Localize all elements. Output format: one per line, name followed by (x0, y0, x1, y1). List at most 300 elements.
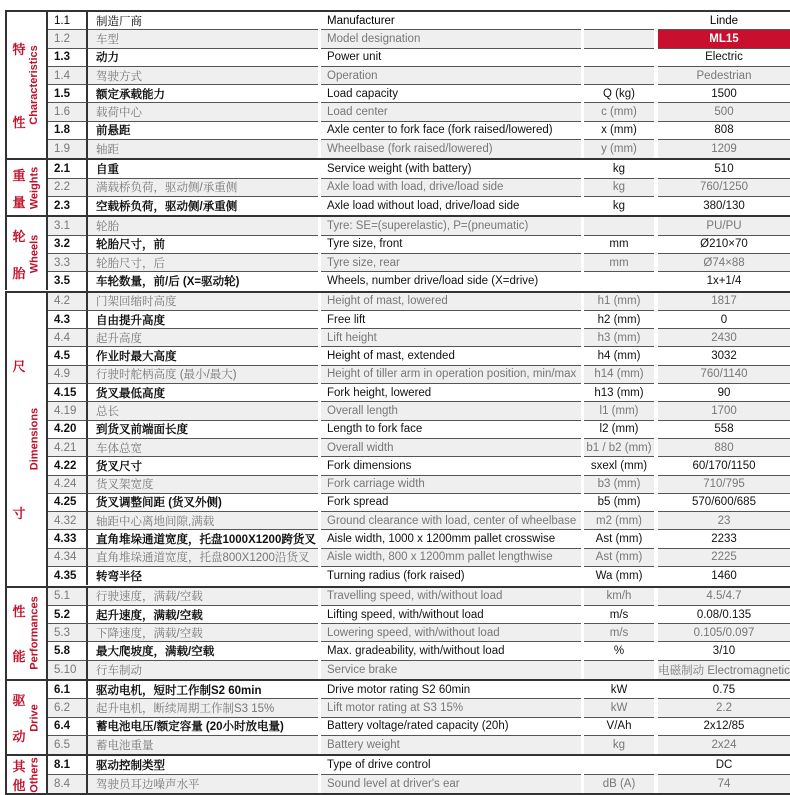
section-wheels (5, 215, 790, 290)
spec-unit: l2 (mm) (584, 421, 654, 439)
spec-value: 2430 (658, 329, 790, 347)
section-label-en (28, 12, 40, 158)
spec-name-en: Travelling speed, with/without load (321, 588, 581, 606)
spec-name-en: Height of mast, lowered (321, 293, 581, 311)
spec-value: 电磁制动 Electromagnetic (658, 661, 790, 679)
table-row (48, 12, 790, 30)
section-label-char: 他 (12, 778, 26, 794)
spec-name-cn: 载荷中心 (88, 103, 318, 121)
spec-unit: kg (584, 179, 654, 197)
spec-name-en: Lifting speed, with/without load (321, 606, 581, 624)
table-row (48, 103, 790, 121)
section-label-char: 其 (12, 759, 26, 775)
spec-number: 6.4 (48, 718, 88, 736)
section-label-en (28, 681, 40, 754)
spec-name-cn: 空载桥负荷，驱动侧/承重侧 (96, 201, 238, 214)
spec-unit: km/h (584, 588, 654, 606)
spec-unit: b5 (mm) (584, 494, 654, 512)
section-label-char: 寸 (12, 505, 26, 521)
spec-value: 880 (658, 439, 790, 457)
spec-unit: kW (584, 681, 654, 699)
spec-number: 6.2 (48, 699, 88, 717)
table-row (48, 254, 790, 272)
section-performances (5, 586, 790, 679)
spec-unit: kg (584, 160, 654, 178)
section-characteristics (5, 10, 790, 158)
spec-name-cn: 轮胎尺寸，后 (88, 254, 318, 272)
spec-number: 4.21 (48, 439, 88, 457)
table-row (48, 85, 790, 103)
spec-value: Ø74×88 (658, 254, 790, 272)
spec-name-cn: 行车制动 (88, 661, 318, 679)
spec-name-cn: 前悬距 (88, 122, 318, 140)
spec-name-en: Tyre size, front (321, 236, 581, 254)
spec-name-en: Height of tiller arm in operation position, min/max (321, 366, 581, 384)
spec-value: 2.2 (658, 699, 790, 717)
spec-number: 5.3 (48, 624, 88, 642)
section-label-en-text: Characteristics (28, 45, 40, 125)
spec-unit: Ast (mm) (584, 530, 654, 548)
spec-unit: mm (584, 236, 654, 254)
spec-unit: m/s (584, 624, 654, 642)
spec-value: 4.5/4.7 (658, 588, 790, 606)
spec-number: 4.24 (48, 476, 88, 494)
spec-number: 4.22 (48, 457, 88, 475)
spec-number: 5.10 (48, 661, 88, 679)
table-row (48, 457, 790, 475)
spec-name-en: Wheels, number drive/load side (X=drive) (327, 275, 539, 288)
spec-name-cn: 满载桥负荷，驱动侧/承重侧 (88, 179, 318, 197)
spec-name-cn: 车体总宽 (88, 439, 318, 457)
spec-unit: mm (584, 254, 654, 272)
spec-number: 4.34 (48, 549, 88, 567)
section-label-char: 驱 (12, 692, 26, 708)
spec-value: 500 (658, 103, 790, 121)
spec-value: 1700 (658, 402, 790, 420)
spec-number: 4.32 (48, 512, 88, 530)
spec-name-cn: 自由提升高度 (88, 311, 318, 329)
section-label-char: 尺 (12, 359, 26, 375)
spec-name-cn: 门架回缩时高度 (88, 293, 318, 311)
section-label-char: 轮 (12, 229, 26, 245)
spec-unit (584, 30, 654, 48)
spec-value: 710/795 (658, 476, 790, 494)
spec-unit: l1 (mm) (584, 402, 654, 420)
spec-name-en: Model designation (321, 30, 581, 48)
table-row (48, 236, 790, 254)
section-weights (5, 158, 790, 215)
spec-name-cn: 行驶速度，满载/空载 (88, 588, 318, 606)
spec-name-en: Fork dimensions (321, 457, 581, 475)
spec-number: 3.3 (48, 254, 88, 272)
spec-value: 2225 (658, 549, 790, 567)
spec-unit (584, 49, 654, 67)
spec-number: 4.2 (48, 293, 88, 311)
spec-name-cn: 车轮数量，前/后 (X=驱动轮) (96, 276, 240, 289)
table-row (48, 494, 790, 512)
section-label-cn (12, 756, 26, 793)
spec-unit: h14 (mm) (584, 366, 654, 384)
spec-name-cn: 蓄电池重量 (88, 736, 318, 754)
spec-name-en: Turning radius (fork raised) (327, 570, 465, 583)
section-dimensions (5, 291, 790, 586)
spec-unit (584, 67, 654, 85)
section-label-char: 能 (12, 649, 26, 665)
spec-name-cn: 驱动控制类型 (88, 756, 318, 774)
spec-name-en: Load capacity (321, 85, 581, 103)
spec-number: 1.6 (48, 103, 88, 121)
section-label (5, 681, 48, 754)
spec-unit: y (mm) (584, 140, 654, 158)
table-row (48, 384, 790, 402)
spec-number: 2.2 (48, 179, 88, 197)
spec-unit: dB (A) (584, 775, 654, 793)
section-others (5, 754, 790, 795)
spec-unit: h1 (mm) (584, 293, 654, 311)
spec-value: 2x24 (658, 736, 790, 754)
section-label-char: 动 (12, 729, 26, 745)
table-row (48, 588, 790, 606)
section-label-cn (12, 160, 26, 215)
spec-value: Ø210×70 (658, 236, 790, 254)
spec-unit (584, 272, 654, 290)
spec-name-cn: 动力 (88, 49, 318, 67)
spec-name-cn: 轮胎尺寸，前 (88, 236, 318, 254)
spec-value: 808 (658, 122, 790, 140)
table-row (48, 512, 790, 530)
section-label-en-text: Drive (28, 703, 40, 732)
section-label-en-text: Wheels (28, 234, 40, 274)
spec-name-cn: 货叉调整间距 (货叉外侧) (88, 494, 318, 512)
section-drive (5, 679, 790, 754)
spec-unit: sxexl (mm) (584, 457, 654, 475)
spec-table (5, 10, 790, 795)
spec-name-cn: 货叉架宽度 (88, 476, 318, 494)
spec-number: 4.3 (48, 311, 88, 329)
spec-value: 3032 (658, 347, 790, 365)
spec-name-cn: 最大爬坡度，满载/空载 (88, 642, 318, 660)
spec-name-cn: 驾驶方式 (88, 67, 318, 85)
spec-number: 2.3 (48, 197, 88, 215)
spec-value: DC (658, 756, 790, 774)
section-label-en-text: Performances (28, 596, 40, 670)
spec-unit: kg (612, 200, 626, 213)
spec-value: PU/PU (658, 217, 790, 235)
spec-number: 3.5 (48, 272, 88, 290)
spec-number: 6.5 (48, 736, 88, 754)
spec-name-cn: 轴距中心离地间隙,满载 (88, 512, 318, 530)
spec-name-cn: 转弯半径 (96, 571, 142, 584)
spec-value: 510 (658, 160, 790, 178)
spec-value: 1209 (658, 140, 790, 158)
spec-value: 90 (658, 384, 790, 402)
spec-value: 0 (658, 311, 790, 329)
spec-name-en: Battery weight (321, 736, 581, 754)
spec-number: 4.33 (48, 530, 88, 548)
spec-name-en: Battery voltage/rated capacity (20h) (321, 718, 581, 736)
spec-name-en: Power unit (321, 49, 581, 67)
section-label-cn (12, 293, 26, 586)
table-row (48, 160, 790, 178)
spec-value: 558 (658, 421, 790, 439)
spec-unit (584, 661, 654, 679)
section-label-cn (12, 217, 26, 290)
spec-number: 2.1 (48, 160, 88, 178)
section-label (5, 756, 48, 793)
spec-number: 4.25 (48, 494, 88, 512)
spec-name-cn: 起升高度 (88, 329, 318, 347)
spec-number: 5.8 (48, 642, 88, 660)
section-label-cn (12, 588, 26, 679)
spec-number: 4.4 (48, 329, 88, 347)
spec-name-cn: 直角堆垛通道宽度，托盘1000X1200跨货叉 (88, 530, 318, 548)
spec-value: 570/600/685 (658, 494, 790, 512)
section-label-char: 特 (12, 42, 26, 57)
spec-number: 1.3 (48, 49, 88, 67)
spec-number: 4.5 (48, 347, 88, 365)
spec-number: 1.8 (48, 122, 88, 140)
table-row (48, 699, 790, 717)
spec-unit: h2 (mm) (584, 311, 654, 329)
spec-unit: m/s (584, 606, 654, 624)
spec-number: 4.20 (48, 421, 88, 439)
section-label-en (28, 293, 40, 586)
spec-number: 1.5 (48, 85, 88, 103)
spec-value: 1460 (711, 570, 737, 583)
table-row (48, 439, 790, 457)
spec-value: 0.75 (658, 681, 790, 699)
spec-value: 23 (658, 512, 790, 530)
section-label-en-text: Others (28, 757, 40, 793)
spec-value: 380/130 (703, 200, 745, 213)
spec-unit: Wa (mm) (595, 570, 643, 583)
spec-name-en: Service weight (with battery) (321, 160, 581, 178)
table-row (48, 140, 790, 158)
spec-number: 1.4 (48, 67, 88, 85)
spec-unit: kg (584, 736, 654, 754)
spec-name-en: Overall width (321, 439, 581, 457)
table-row (48, 549, 790, 567)
section-label (5, 160, 48, 215)
spec-value: Linde (658, 12, 790, 30)
spec-name-en: Load center (321, 103, 581, 121)
spec-name-en: Lift height (321, 329, 581, 347)
table-row (48, 122, 790, 140)
table-row (48, 567, 790, 585)
spec-unit: Q (kg) (584, 85, 654, 103)
table-row (48, 272, 790, 290)
spec-name-en: Max. gradeability, with/without load (321, 642, 581, 660)
spec-name-cn: 车型 (88, 30, 318, 48)
spec-number: 3.2 (48, 236, 88, 254)
spec-number: 4.19 (48, 402, 88, 420)
table-row (48, 179, 790, 197)
spec-name-cn: 行驶时舵柄高度 (最小/最大) (88, 366, 318, 384)
spec-name-en: Operation (321, 67, 581, 85)
spec-name-en: Overall length (321, 402, 581, 420)
spec-name-cn: 轮胎 (88, 217, 318, 235)
spec-number: 4.9 (48, 366, 88, 384)
spec-unit: b1 / b2 (mm) (584, 439, 654, 457)
spec-name-en: Manufacturer (321, 12, 581, 30)
section-label-cn (12, 681, 26, 754)
section-label-cn (12, 12, 26, 158)
spec-name-cn: 总长 (88, 402, 318, 420)
spec-number: 8.4 (48, 775, 88, 793)
spec-name-cn: 蓄电池电压/额定容量 (20小时放电量) (88, 718, 318, 736)
spec-name-en: Aisle width, 1000 x 1200mm pallet crosswise (321, 530, 581, 548)
spec-value: 760/1140 (658, 366, 790, 384)
section-label-char: 量 (12, 195, 26, 211)
spec-value: Electric (658, 49, 790, 67)
spec-name-cn: 驱动电机，短时工作制S2 60min (88, 681, 318, 699)
table-row (48, 49, 790, 67)
section-label (5, 217, 48, 290)
spec-name-cn: 自重 (88, 160, 318, 178)
spec-value: 0.08/0.135 (658, 606, 790, 624)
table-row (48, 347, 790, 365)
table-row (48, 718, 790, 736)
section-label-en (28, 756, 40, 793)
spec-value: 1x+1/4 (706, 275, 742, 288)
table-row (48, 736, 790, 754)
spec-number: 5.2 (48, 606, 88, 624)
spec-unit: kW (584, 699, 654, 717)
spec-name-cn: 起升速度，满载/空载 (88, 606, 318, 624)
spec-name-cn: 下降速度，满载/空载 (88, 624, 318, 642)
section-label (5, 12, 48, 158)
table-row (48, 329, 790, 347)
section-label-en (28, 160, 40, 215)
spec-name-en: Type of drive control (321, 756, 581, 774)
spec-name-en: Tyre: SE=(superelastic), P=(pneumatic) (321, 217, 581, 235)
spec-name-en: Drive motor rating S2 60min (321, 681, 581, 699)
spec-name-en: Lowering speed, with/without load (321, 624, 581, 642)
spec-number: 1.9 (48, 140, 88, 158)
table-row (48, 756, 790, 774)
table-row (48, 624, 790, 642)
spec-number: 6.1 (48, 681, 88, 699)
spec-value: 2x12/85 (658, 718, 790, 736)
spec-unit: % (584, 642, 654, 660)
section-label-char: 重 (12, 167, 26, 183)
spec-unit: c (mm) (584, 103, 654, 121)
spec-unit: b3 (mm) (584, 476, 654, 494)
spec-name-cn: 直角堆垛通道宽度，托盘800X1200沿货叉 (88, 549, 318, 567)
spec-name-cn: 驾驶员耳边噪声水平 (88, 775, 318, 793)
spec-value: 760/1250 (658, 179, 790, 197)
spec-name-cn: 额定承载能力 (88, 85, 318, 103)
spec-unit (584, 12, 654, 30)
table-row (48, 606, 790, 624)
spec-value: 60/170/1150 (658, 457, 790, 475)
spec-name-cn: 制造厂商 (88, 12, 318, 30)
spec-number: 1.1 (48, 12, 88, 30)
spec-name-en: Ground clearance with load, center of wheelbase (321, 512, 581, 530)
spec-value: Pedestrian (658, 67, 790, 85)
spec-name-en: Height of mast, extended (321, 347, 581, 365)
table-row (48, 217, 790, 235)
spec-name-cn: 起升电机，断续周期工作制S3 15% (88, 699, 318, 717)
table-row (48, 661, 790, 679)
spec-value: ML15 (658, 30, 790, 48)
spec-unit: h3 (mm) (584, 329, 654, 347)
spec-number: 5.1 (48, 588, 88, 606)
spec-unit: h4 (mm) (584, 347, 654, 365)
spec-name-en: Free lift (321, 311, 581, 329)
spec-value: 2233 (658, 530, 790, 548)
table-row (48, 311, 790, 329)
spec-number: 4.35 (48, 567, 88, 585)
table-row (48, 476, 790, 494)
spec-name-en: Service brake (321, 661, 581, 679)
spec-name-cn: 到货叉前端面长度 (88, 421, 318, 439)
spec-name-cn: 货叉最低高度 (88, 384, 318, 402)
section-label-en-text: Weights (28, 166, 40, 210)
section-label-char: 性 (12, 115, 26, 130)
spec-unit: h13 (mm) (584, 384, 654, 402)
spec-name-en: Sound level at driver's ear (321, 775, 581, 793)
spec-unit (584, 756, 654, 774)
section-label-en (28, 588, 40, 679)
table-row (48, 366, 790, 384)
section-label (5, 588, 48, 679)
spec-value: 3/10 (658, 642, 790, 660)
table-row (48, 30, 790, 48)
spec-name-en: Fork height, lowered (321, 384, 581, 402)
table-row (48, 681, 790, 699)
spec-name-en: Axle center to fork face (fork raised/lowered) (321, 122, 581, 140)
spec-name-en: Length to fork face (321, 421, 581, 439)
spec-number: 8.1 (48, 756, 88, 774)
section-label-char: 性 (12, 603, 26, 619)
table-row (48, 402, 790, 420)
spec-unit: Ast (mm) (584, 549, 654, 567)
table-row (48, 530, 790, 548)
spec-name-en: Wheelbase (fork raised/lowered) (321, 140, 581, 158)
spec-name-en: Fork carriage width (321, 476, 581, 494)
spec-value: 74 (658, 775, 790, 793)
table-row (48, 642, 790, 660)
spec-number: 4.15 (48, 384, 88, 402)
spec-unit: m2 (mm) (584, 512, 654, 530)
table-row (48, 421, 790, 439)
spec-name-en: Fork spread (321, 494, 581, 512)
spec-name-cn: 作业时最大高度 (88, 347, 318, 365)
spec-name-en: Axle load with load, drive/load side (321, 179, 581, 197)
spec-name-en: Lift motor rating at S3 15% (321, 699, 581, 717)
spec-name-en: Aisle width, 800 x 1200mm pallet lengthwise (321, 549, 581, 567)
spec-value: 1500 (658, 85, 790, 103)
spec-name-cn: 轴距 (88, 140, 318, 158)
spec-unit (584, 217, 654, 235)
spec-name-en: Tyre size, rear (321, 254, 581, 272)
spec-number: 1.2 (48, 30, 88, 48)
table-row (48, 197, 790, 215)
spec-unit: V/Ah (584, 718, 654, 736)
section-label-char: 胎 (12, 265, 26, 281)
spec-number: 3.1 (48, 217, 88, 235)
section-label-en-text: Dimensions (28, 407, 40, 471)
spec-name-en: Axle load without load, drive/load side (327, 200, 520, 213)
table-row (48, 293, 790, 311)
spec-value: 0.105/0.097 (658, 624, 790, 642)
section-label-en (28, 217, 40, 290)
spec-unit: x (mm) (584, 122, 654, 140)
section-label (5, 293, 48, 586)
table-row (48, 67, 790, 85)
spec-value: 1817 (658, 293, 790, 311)
